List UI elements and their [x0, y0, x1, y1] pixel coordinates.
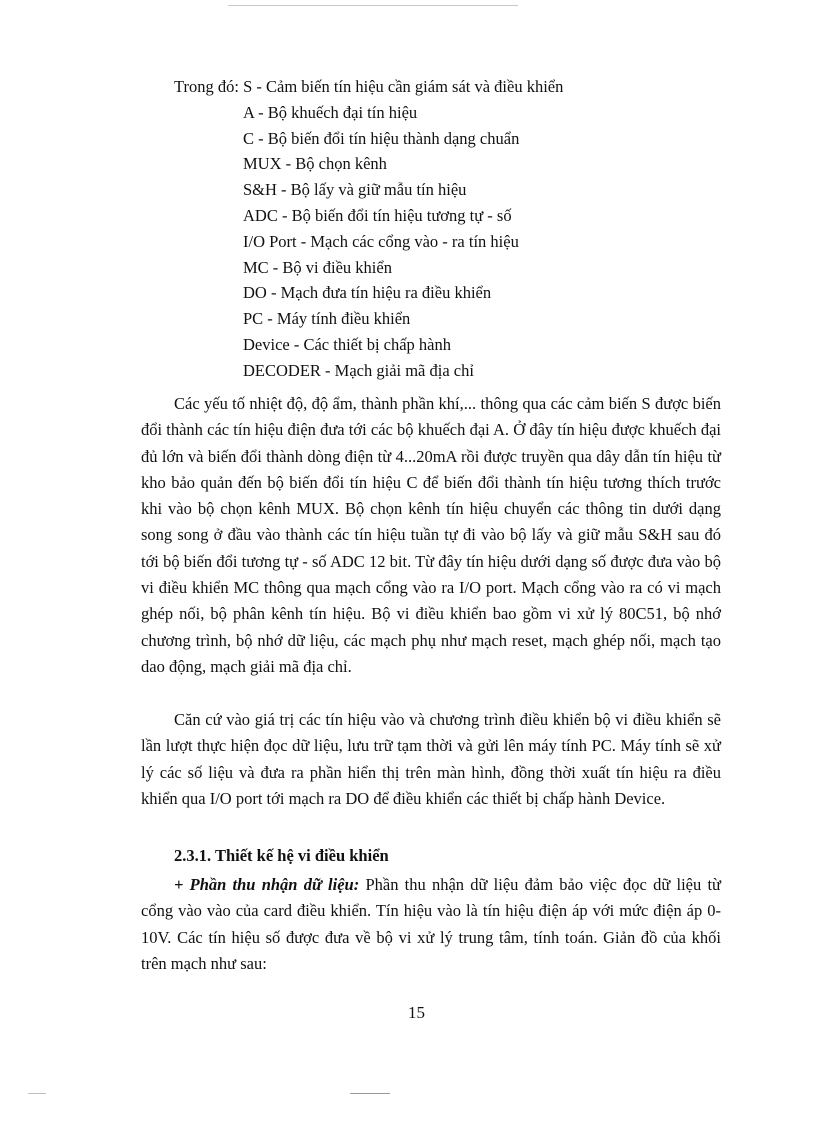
section-heading: 2.3.1. Thiết kế hệ vi điều khiển [174, 846, 389, 865]
legend-item: DECODER - Mạch giải mã địa chỉ [243, 360, 474, 380]
legend-item: PC - Máy tính điều khiển [243, 309, 411, 329]
scan-mark-top [228, 5, 518, 6]
abbreviation-legend [174, 74, 774, 384]
legend-intro: Trong đó: S - Cảm biến tín hiệu cần giám sát và điều khiển [174, 77, 564, 96]
legend-item: DO - Mạch đưa tín hiệu ra điều khiển [243, 283, 492, 303]
paragraph-system-description: Các yếu tố nhiệt độ, độ ẩm, thành phần khí,... thông qua các cảm biến S được biến đổi thành các tín hiệu điện đưa tới các bộ khuếch đại A. Ở đây tín hiệu được khuếch đại đủ lớn và biến đổi thành dòng điện từ 4...20mA rồi được truyền qua dây dẫn tín hiệu từ kho bảo quản đến bộ biến đổi tín hiệu C để biến đổi thành tín hiệu tương thích trước khi vào bộ chọn kênh MUX. Bộ chọn kênh tín hiệu chuyển các thông tin dưới dạng song song ở đầu vào thành các tín hiệu tuần tự đi vào bộ lấy và giữ mẫu S&H sau đó tới bộ biến đổi tương tự - số ADC 12 bit. Từ đây tín hiệu dưới dạng số được đưa vào bộ vi điều khiển MC thông qua mạch cổng vào ra I/O port. Mạch cổng vào ra có vi mạch ghép nối, bộ phân kênh tín hiệu. Bộ vi điều khiển bao gồm vi xử lý 80C51, bộ nhớ chương trình, bộ nhớ dữ liệu, các mạch phụ như mạch reset, mạch ghép nối, mạch tạo dao động, mạch giải mã địa chỉ. [141, 394, 721, 676]
legend-item: Device - Các thiết bị chấp hành [243, 334, 451, 354]
legend-item: MUX - Bộ chọn kênh [243, 154, 387, 174]
scan-mark-bottom-left [28, 1093, 46, 1094]
legend-item: C - Bộ biến đổi tín hiệu thành dạng chuẩn [243, 128, 520, 148]
legend-item: A - Bộ khuếch đại tín hiệu [243, 102, 418, 122]
legend-item: S&H - Bộ lấy và giữ mẫu tín hiệu [243, 180, 467, 200]
paragraph-control-operation: Căn cứ vào giá trị các tín hiệu vào và chương trình điều khiển bộ vi điều khiển sẽ lần lượt thực hiện đọc dữ liệu, lưu trữ tạm thời và gửi lên máy tính PC. Máy tính sẽ xử lý các số liệu và đưa ra phần hiển thị trên màn hình, đồng thời xuất tín hiệu ra điều khiển qua I/O port tới mạch ra DO để điều khiển các thiết bị chấp hành Device. [141, 710, 721, 808]
data-acquisition-text: Phần thu nhận dữ liệu đảm bảo việc đọc dữ liệu từ cổng vào vào của card điều khiển. Tín hiệu vào là tín hiệu điện áp với mức điện áp 0-10V. Các tín hiệu số được đưa về bộ vi xử lý trung tâm, tính toán. Giản đồ của khối trên mạch như sau: [141, 875, 721, 973]
data-acquisition-lead: + Phần thu nhận dữ liệu: [174, 875, 360, 894]
page-number: 15 [408, 1003, 425, 1022]
legend-item: ADC - Bộ biến đổi tín hiệu tương tự - số [243, 205, 512, 225]
paragraph-data-acquisition [141, 872, 721, 977]
legend-item: I/O Port - Mạch các cổng vào - ra tín hiệu [243, 231, 519, 251]
scan-mark-bottom [350, 1093, 390, 1094]
legend-item: MC - Bộ vi điều khiển [243, 257, 392, 277]
